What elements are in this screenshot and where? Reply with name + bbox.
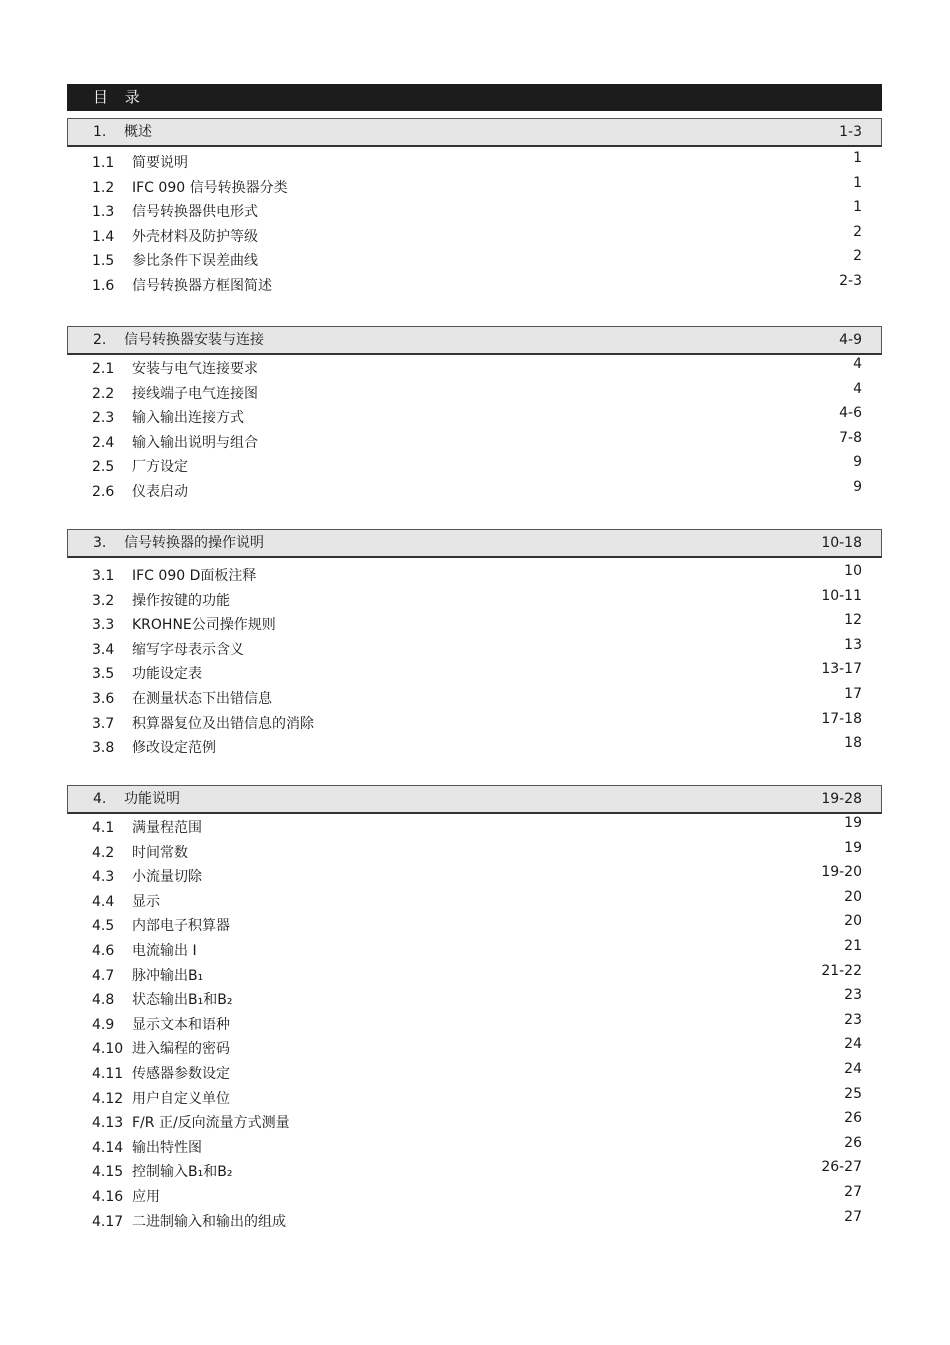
entry-page: 10: [844, 563, 862, 579]
entry-page: 1: [853, 174, 862, 191]
entry-number: 4.2: [92, 844, 115, 861]
toc-entry[interactable]: [0, 456, 950, 478]
section-header[interactable]: [67, 785, 882, 814]
toc-entry[interactable]: [0, 614, 950, 636]
entry-title: IFC 090 D面板注释: [132, 568, 257, 584]
entry-number: 2.1: [92, 361, 115, 377]
section-header[interactable]: [67, 529, 882, 558]
section-page-range: 10-18: [821, 535, 862, 551]
toc-entry[interactable]: [0, 839, 950, 864]
entry-page: 12: [844, 612, 862, 629]
entry-number: 4.6: [92, 943, 115, 959]
section-number: 2.: [93, 332, 107, 348]
entry-page: 26: [844, 1110, 862, 1127]
toc-entry[interactable]: [0, 380, 950, 405]
entry-number: 1.5: [92, 253, 115, 270]
entry-page: 26-27: [821, 1159, 862, 1176]
entry-title: 简要说明: [132, 155, 188, 171]
entry-page: 4-6: [839, 405, 862, 422]
entry-number: 3.6: [92, 691, 115, 707]
section-number: 1.: [93, 124, 107, 140]
entry-number: 3.4: [92, 641, 115, 658]
toc-entry[interactable]: [0, 888, 950, 913]
section-title: 功能说明: [124, 791, 180, 807]
entry-number: 4.15: [92, 1164, 124, 1181]
entry-number: 2.3: [92, 410, 115, 427]
entry-title: 输入输出连接方式: [132, 410, 244, 427]
entry-page: 25: [844, 1085, 862, 1102]
entry-number: 4.13: [92, 1115, 124, 1132]
entry-number: 2.5: [92, 459, 115, 476]
entry-page: 24: [844, 1036, 862, 1053]
entry-title: 接线端子电气连接图: [132, 385, 258, 402]
entry-title: 状态输出B₁和B₂: [132, 992, 233, 1009]
entry-title: 传感器参数设定: [132, 1066, 230, 1082]
entry-page: 26: [844, 1134, 862, 1151]
toc-entry[interactable]: [0, 1085, 950, 1110]
entry-number: 4.7: [92, 967, 115, 984]
toc-entry[interactable]: [0, 587, 950, 612]
entry-number: 4.16: [92, 1189, 124, 1205]
entry-title: 控制输入B₁和B₂: [132, 1164, 233, 1181]
entry-page: 2-3: [839, 273, 862, 289]
toc-title: 目 录: [67, 84, 882, 111]
entry-number: 3.1: [92, 568, 115, 584]
entry-number: 4.12: [92, 1090, 124, 1107]
entry-page: 21: [844, 938, 862, 954]
toc-entry[interactable]: [0, 737, 950, 759]
toc-entry[interactable]: [0, 710, 950, 735]
toc-entry[interactable]: [0, 201, 950, 223]
section-number: 4.: [93, 791, 107, 807]
entry-title: 安装与电气连接要求: [132, 361, 258, 377]
section-title: 概述: [124, 124, 152, 140]
entry-page: 24: [844, 1061, 862, 1077]
toc-entry[interactable]: [0, 174, 950, 199]
toc-entry[interactable]: [0, 1038, 950, 1060]
entry-number: 1.6: [92, 278, 115, 294]
entry-page: 13-17: [821, 661, 862, 678]
section-title: 信号转换器的操作说明: [124, 535, 264, 551]
entry-title: 在测量状态下出错信息: [132, 691, 272, 707]
section-title: 信号转换器安装与连接: [124, 332, 264, 348]
entry-number: 4.8: [92, 992, 115, 1009]
entry-number: 3.5: [92, 666, 115, 683]
entry-page: 4: [853, 356, 862, 372]
toc-entry[interactable]: [0, 152, 950, 174]
toc-entry[interactable]: [0, 358, 950, 380]
section-header[interactable]: [67, 326, 882, 355]
entry-number: 1.4: [92, 228, 115, 245]
entry-title: 进入编程的密码: [132, 1041, 230, 1058]
entry-page: 20: [844, 888, 862, 905]
entry-title: IFC 090 信号转换器分类: [132, 179, 288, 196]
entry-page: 9: [853, 479, 862, 495]
entry-title: 参比条件下误差曲线: [132, 253, 258, 270]
entry-page: 19: [844, 839, 862, 856]
entry-number: 3.2: [92, 592, 115, 609]
entry-title: 输入输出说明与组合: [132, 434, 258, 451]
entry-title: 电流输出 I: [132, 943, 197, 959]
entry-page: 17: [844, 686, 862, 702]
toc-entry[interactable]: [0, 688, 950, 710]
entry-title: 满量程范围: [132, 820, 202, 836]
entry-title: F/R 正/反向流量方式测量: [132, 1115, 290, 1132]
toc-entry[interactable]: [0, 1208, 950, 1233]
toc-entry[interactable]: [0, 1186, 950, 1208]
toc-entry[interactable]: [0, 866, 950, 888]
entry-number: 1.3: [92, 204, 115, 221]
entry-page: 13: [844, 636, 862, 653]
toc-entry[interactable]: [0, 962, 950, 987]
toc-entry[interactable]: [0, 1161, 950, 1183]
entry-title: 输出特性图: [132, 1139, 202, 1156]
toc-entry[interactable]: [0, 1134, 950, 1159]
entry-page: 19-20: [821, 864, 862, 881]
entry-page: 4: [853, 380, 862, 397]
toc-entry[interactable]: [0, 915, 950, 937]
entry-page: 27: [844, 1184, 862, 1200]
entry-page: 2: [853, 248, 862, 265]
entry-page: 21-22: [821, 962, 862, 979]
entry-page: 23: [844, 1011, 862, 1028]
entry-title: 显示文本和语种: [132, 1016, 230, 1033]
entry-number: 4.3: [92, 869, 115, 886]
entry-page: 7-8: [839, 429, 862, 446]
toc-entry[interactable]: [0, 407, 950, 429]
entry-title: 厂方设定: [132, 459, 188, 476]
toc-entry[interactable]: [0, 817, 950, 839]
entry-page: 9: [853, 454, 862, 471]
entry-page: 1: [853, 150, 862, 166]
entry-title: 内部电子积算器: [132, 918, 230, 935]
section-page-range: 1-3: [839, 124, 862, 140]
entry-page: 17-18: [821, 710, 862, 727]
entry-title: 修改设定范例: [132, 740, 216, 757]
entry-page: 20: [844, 913, 862, 930]
entry-number: 1.2: [92, 179, 115, 196]
entry-page: 23: [844, 987, 862, 1004]
toc-entry[interactable]: [0, 1011, 950, 1036]
entry-number: 4.5: [92, 918, 115, 935]
entry-page: 27: [844, 1208, 862, 1225]
entry-title: 小流量切除: [132, 869, 202, 886]
entry-number: 3.7: [92, 715, 115, 732]
toc-entry[interactable]: [0, 429, 950, 454]
entry-title: 显示: [132, 893, 160, 910]
entry-title: 脉冲输出B₁: [132, 967, 204, 984]
toc-entry[interactable]: [0, 565, 950, 587]
entry-number: 4.14: [92, 1139, 124, 1156]
toc-entry[interactable]: [0, 275, 950, 297]
entry-number: 4.10: [92, 1041, 124, 1058]
entry-title: 外壳材料及防护等级: [132, 228, 258, 245]
entry-number: 4.9: [92, 1016, 115, 1033]
entry-number: 3.8: [92, 740, 115, 757]
entry-number: 4.17: [92, 1213, 124, 1230]
entry-title: 信号转换器方框图简述: [132, 278, 272, 294]
section-page-range: 19-28: [821, 791, 862, 807]
toc-entry[interactable]: [0, 1063, 950, 1085]
entry-title: 时间常数: [132, 844, 188, 861]
entry-page: 10-11: [821, 587, 862, 604]
toc-entry[interactable]: [0, 989, 950, 1011]
toc-entry[interactable]: [0, 481, 950, 503]
toc-entry[interactable]: [0, 223, 950, 248]
entry-title: 积算器复位及出错信息的消除: [132, 715, 314, 732]
entry-title: 用户自定义单位: [132, 1090, 230, 1107]
section-page-range: 4-9: [839, 332, 862, 348]
entry-title: 操作按键的功能: [132, 592, 230, 609]
entry-number: 2.4: [92, 434, 115, 451]
entry-number: 4.11: [92, 1066, 124, 1082]
entry-number: 2.2: [92, 385, 115, 402]
entry-page: 1: [853, 199, 862, 216]
entry-number: 4.4: [92, 893, 115, 910]
toc-entry[interactable]: [0, 1112, 950, 1134]
entry-page: 19: [844, 815, 862, 831]
toc-entry[interactable]: [0, 636, 950, 661]
entry-title: KROHNE公司操作规则: [132, 617, 276, 634]
toc-entry[interactable]: [0, 250, 950, 272]
entry-number: 4.1: [92, 820, 115, 836]
section-number: 3.: [93, 535, 107, 551]
entry-page: 2: [853, 223, 862, 240]
section-header[interactable]: [67, 118, 882, 147]
entry-number: 3.3: [92, 617, 115, 634]
entry-number: 2.6: [92, 484, 115, 500]
entry-number: 1.1: [92, 155, 115, 171]
entry-title: 功能设定表: [132, 666, 202, 683]
entry-title: 仪表启动: [132, 484, 188, 500]
toc-entry[interactable]: [0, 940, 950, 962]
entry-title: 应用: [132, 1189, 160, 1205]
toc-entry[interactable]: [0, 663, 950, 685]
entry-page: 18: [844, 735, 862, 752]
entry-title: 缩写字母表示含义: [132, 641, 244, 658]
entry-title: 二进制输入和输出的组成: [132, 1213, 286, 1230]
entry-title: 信号转换器供电形式: [132, 204, 258, 221]
